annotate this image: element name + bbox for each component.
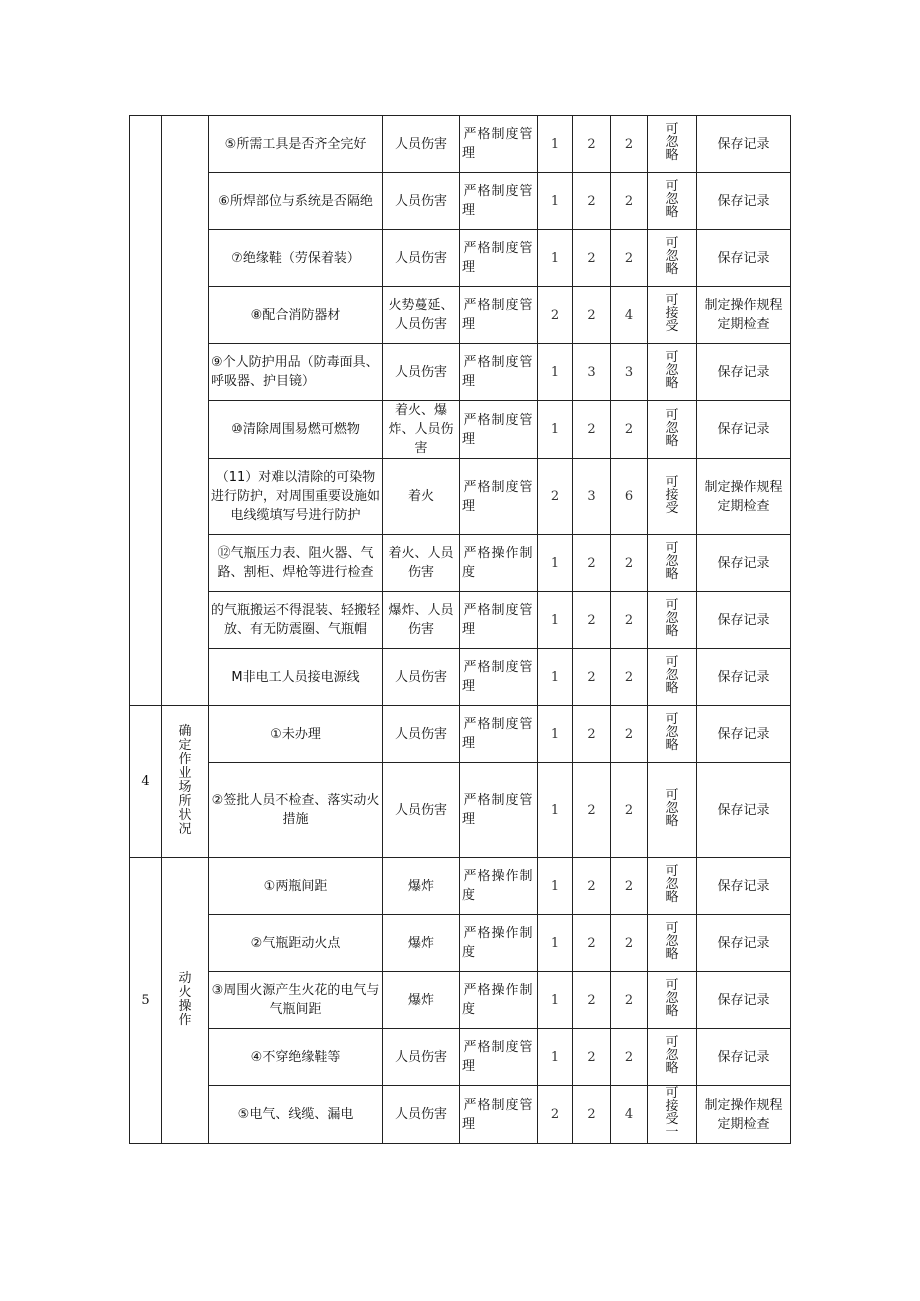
measure-cell: 严格制度管理: [460, 763, 538, 858]
hazard-cell: ⑫气瓶压力表、阻火器、气路、割柜、焊枪等进行检查: [209, 535, 383, 592]
l-value: 1: [538, 858, 573, 915]
category-cell: [162, 858, 209, 1144]
risk-level-text: 可忽略: [665, 788, 679, 829]
risk-level-cell: [648, 763, 697, 858]
risk-level-text: 可忽略: [665, 655, 679, 696]
risk-level-text: 可忽略: [665, 978, 679, 1019]
l-value: 1: [538, 649, 573, 706]
measure-cell: 严格操作制度: [460, 535, 538, 592]
consequence-cell: 火势蔓延、人员伤害: [383, 287, 460, 344]
control-cell: 保存记录: [697, 344, 791, 401]
e-value: 2: [573, 173, 611, 230]
risk-level-text: 可忽略: [665, 921, 679, 962]
e-value: 2: [573, 763, 611, 858]
table-row: [130, 706, 791, 763]
hazard-cell: ③周围火源产生火花的电气与气瓶间距: [209, 972, 383, 1029]
risk-level-cell: [648, 649, 697, 706]
table-row: [130, 592, 791, 649]
l-value: 1: [538, 344, 573, 401]
measure-cell: 严格制度管理: [460, 173, 538, 230]
consequence-cell: 人员伤害: [383, 173, 460, 230]
l-value: 1: [538, 401, 573, 459]
risk-level-text: 可忽略: [665, 179, 679, 220]
seq-cell: 4: [130, 706, 162, 858]
e-value: 2: [573, 1086, 611, 1144]
category-label: 动火操作: [178, 970, 192, 1028]
control-cell: 保存记录: [697, 535, 791, 592]
e-value: 2: [573, 915, 611, 972]
risk-assessment-table: [129, 115, 791, 1144]
e-value: 2: [573, 649, 611, 706]
hazard-cell: ⑧配合消防器材: [209, 287, 383, 344]
l-value: 1: [538, 972, 573, 1029]
table-row: [130, 535, 791, 592]
control-cell: 制定操作规程定期检查: [697, 459, 791, 535]
d-value: 2: [611, 401, 648, 459]
risk-level-text: 可忽略: [665, 864, 679, 905]
e-value: 2: [573, 1029, 611, 1086]
category-cell: [162, 706, 209, 858]
l-value: 1: [538, 173, 573, 230]
risk-level-cell: [648, 592, 697, 649]
control-cell: 保存记录: [697, 116, 791, 173]
table-row: [130, 401, 791, 459]
hazard-cell: ①两瓶间距: [209, 858, 383, 915]
control-cell: 保存记录: [697, 592, 791, 649]
e-value: 3: [573, 459, 611, 535]
e-value: 3: [573, 344, 611, 401]
hazard-cell: ②气瓶距动火点: [209, 915, 383, 972]
seq-cell: [130, 116, 162, 706]
e-value: 2: [573, 858, 611, 915]
table-row: [130, 344, 791, 401]
risk-level-text: 可忽略: [665, 1035, 679, 1076]
l-value: 1: [538, 915, 573, 972]
measure-cell: 严格制度管理: [460, 1029, 538, 1086]
d-value: 2: [611, 763, 648, 858]
consequence-cell: 人员伤害: [383, 1086, 460, 1144]
measure-cell: 严格制度管理: [460, 287, 538, 344]
table-row: [130, 1029, 791, 1086]
risk-level-text: 可忽略: [665, 541, 679, 582]
consequence-cell: 人员伤害: [383, 763, 460, 858]
d-value: 3: [611, 344, 648, 401]
risk-level-cell: [648, 401, 697, 459]
d-value: 2: [611, 649, 648, 706]
risk-level-cell: [648, 173, 697, 230]
consequence-cell: 爆炸: [383, 858, 460, 915]
risk-level-cell: [648, 287, 697, 344]
e-value: 2: [573, 535, 611, 592]
measure-cell: 严格制度管理: [460, 592, 538, 649]
hazard-cell: ⑥所焊部位与系统是否隔绝: [209, 173, 383, 230]
e-value: 2: [573, 401, 611, 459]
hazard-cell: 的气瓶搬运不得混装、轻搬轻放、有无防震圈、气瓶帽: [209, 592, 383, 649]
table-row: [130, 173, 791, 230]
consequence-cell: 爆炸、人员伤害: [383, 592, 460, 649]
control-cell: 保存记录: [697, 763, 791, 858]
control-cell: 保存记录: [697, 173, 791, 230]
d-value: 2: [611, 915, 648, 972]
consequence-cell: 爆炸: [383, 915, 460, 972]
risk-level-text: 可忽略: [665, 236, 679, 277]
d-value: 4: [611, 1086, 648, 1144]
hazard-cell: （11）对难以清除的可染物进行防护，对周围重要设施如电线缆填写号进行防护: [209, 459, 383, 535]
d-value: 4: [611, 287, 648, 344]
consequence-cell: 爆炸: [383, 972, 460, 1029]
table-row: [130, 858, 791, 915]
table-row: [130, 1086, 791, 1144]
risk-level-cell: [648, 459, 697, 535]
consequence-cell: 人员伤害: [383, 230, 460, 287]
risk-level-cell: [648, 1029, 697, 1086]
l-value: 1: [538, 592, 573, 649]
consequence-cell: 人员伤害: [383, 116, 460, 173]
e-value: 2: [573, 116, 611, 173]
risk-level-text: 可接受: [665, 474, 679, 516]
hazard-cell: ⑩清除周围易燃可燃物: [209, 401, 383, 459]
risk-level-cell: [648, 915, 697, 972]
hazard-cell: ①未办理: [209, 706, 383, 763]
risk-level-cell: [648, 972, 697, 1029]
measure-cell: 严格制度管理: [460, 344, 538, 401]
risk-level-text: 可忽略: [665, 350, 679, 391]
d-value: 2: [611, 1029, 648, 1086]
risk-level-text: 可忽略: [665, 712, 679, 753]
table-row: [130, 915, 791, 972]
table-row: [130, 972, 791, 1029]
category-label: 确定作业场所状况: [178, 723, 192, 837]
d-value: 2: [611, 972, 648, 1029]
seq-cell: 5: [130, 858, 162, 1144]
risk-level-cell: [648, 706, 697, 763]
hazard-cell: ⑦绝缘鞋（劳保着装）: [209, 230, 383, 287]
category-cell: [162, 116, 209, 706]
consequence-cell: 人员伤害: [383, 649, 460, 706]
control-cell: 保存记录: [697, 230, 791, 287]
hazard-cell: M非电工人员接电源线: [209, 649, 383, 706]
l-value: 1: [538, 535, 573, 592]
control-cell: 保存记录: [697, 649, 791, 706]
risk-level-text: 可忽略: [665, 122, 679, 163]
measure-cell: 严格制度管理: [460, 401, 538, 459]
risk-level-cell: [648, 858, 697, 915]
d-value: 2: [611, 173, 648, 230]
consequence-cell: 着火、爆炸、人员伤害: [383, 401, 460, 459]
control-cell: 保存记录: [697, 972, 791, 1029]
l-value: 2: [538, 459, 573, 535]
measure-cell: 严格制度管理: [460, 459, 538, 535]
table-row: [130, 116, 791, 173]
e-value: 2: [573, 230, 611, 287]
hazard-cell: ⑨个人防护用品（防毒面具、呼吸器、护目镜）: [209, 344, 383, 401]
d-value: 2: [611, 858, 648, 915]
hazard-cell: ⑤电气、线缆、漏电: [209, 1086, 383, 1144]
risk-level-cell: [648, 116, 697, 173]
measure-cell: 严格制度管理: [460, 649, 538, 706]
d-value: 2: [611, 116, 648, 173]
l-value: 2: [538, 1086, 573, 1144]
l-value: 1: [538, 706, 573, 763]
l-value: 1: [538, 763, 573, 858]
e-value: 2: [573, 706, 611, 763]
table-row: [130, 459, 791, 535]
measure-cell: 严格操作制度: [460, 915, 538, 972]
risk-level-cell: [648, 535, 697, 592]
e-value: 2: [573, 592, 611, 649]
d-value: 2: [611, 535, 648, 592]
table-row: [130, 230, 791, 287]
consequence-cell: 人员伤害: [383, 344, 460, 401]
consequence-cell: 人员伤害: [383, 706, 460, 763]
control-cell: 保存记录: [697, 706, 791, 763]
e-value: 2: [573, 287, 611, 344]
measure-cell: 严格制度管理: [460, 116, 538, 173]
control-cell: 保存记录: [697, 858, 791, 915]
l-value: 1: [538, 1029, 573, 1086]
hazard-cell: ⑤所需工具是否齐全完好: [209, 116, 383, 173]
risk-level-text: 可接受一: [665, 1086, 679, 1140]
risk-level-cell: [648, 1086, 697, 1144]
l-value: 1: [538, 230, 573, 287]
risk-level-text: 可接受: [665, 293, 679, 334]
l-value: 2: [538, 287, 573, 344]
hazard-cell: ④不穿绝缘鞋等: [209, 1029, 383, 1086]
d-value: 2: [611, 706, 648, 763]
measure-cell: 严格操作制度: [460, 972, 538, 1029]
measure-cell: 严格操作制度: [460, 858, 538, 915]
risk-level-text: 可忽略: [665, 407, 679, 449]
hazard-cell: ②签批人员不检查、落实动火措施: [209, 763, 383, 858]
control-cell: 制定操作规程定期检查: [697, 287, 791, 344]
d-value: 2: [611, 592, 648, 649]
e-value: 2: [573, 972, 611, 1029]
measure-cell: 严格制度管理: [460, 706, 538, 763]
measure-cell: 严格制度管理: [460, 1086, 538, 1144]
control-cell: 保存记录: [697, 401, 791, 459]
l-value: 1: [538, 116, 573, 173]
consequence-cell: 着火、人员伤害: [383, 535, 460, 592]
control-cell: 保存记录: [697, 1029, 791, 1086]
table-row: [130, 649, 791, 706]
measure-cell: 严格制度管理: [460, 230, 538, 287]
d-value: 6: [611, 459, 648, 535]
consequence-cell: 人员伤害: [383, 1029, 460, 1086]
risk-level-cell: [648, 344, 697, 401]
d-value: 2: [611, 230, 648, 287]
table-row: [130, 763, 791, 858]
risk-level-cell: [648, 230, 697, 287]
control-cell: 保存记录: [697, 915, 791, 972]
risk-level-text: 可忽略: [665, 598, 679, 639]
table-row: [130, 287, 791, 344]
consequence-cell: 着火: [383, 459, 460, 535]
control-cell: 制定操作规程定期检查: [697, 1086, 791, 1144]
